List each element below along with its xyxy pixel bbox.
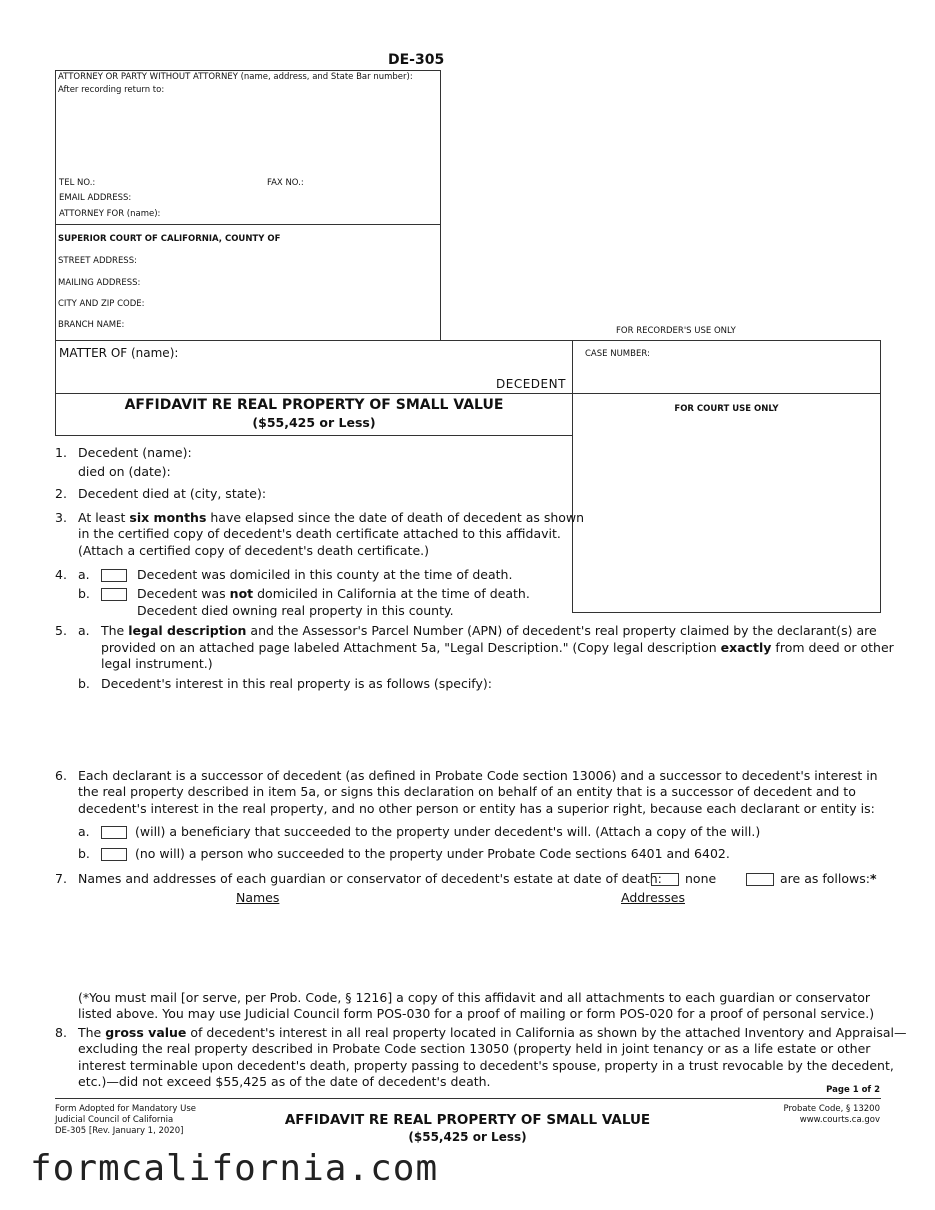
item-4b-line-2: Decedent died owning real property in this county. [137,603,454,618]
footer-right-2: www.courts.ca.gov [799,1115,880,1125]
footer-left-3: DE-305 [Rev. January 1, 2020] [55,1126,184,1136]
item-5b-text: Decedent's interest in this real property is as follows (specify): [101,676,492,691]
item-4a-text: Decedent was domiciled in this county at the time of death. [137,567,513,582]
item-8-line-1: The gross value of decedent's interest in all real property located in California as shown by the attached Inventory and Appraisal— [78,1025,907,1040]
item-8-num: 8. [55,1025,67,1040]
form-subtitle: ($55,425 or Less) [252,415,376,430]
recorder-use: FOR RECORDER'S USE ONLY [616,326,736,336]
item-6-num: 6. [55,768,67,783]
item-3-line-2: in the certified copy of decedent's death certificate attached to this affidavit. [78,526,561,541]
form-id: DE-305 [388,52,445,68]
decedent-label: DECEDENT [496,377,566,391]
footer-subtitle: ($55,425 or Less) [408,1130,527,1144]
item-8-line-4: etc.)—did not exceed $55,425 as of the date of decedent's death. [78,1074,491,1089]
item-8-line-2: excluding the real property described in Probate Code section 13050 (property held in joint tenancy or as a life estate or other [78,1041,871,1056]
item-6b-letter: b. [78,846,90,861]
died-at-label: Decedent died at (city, state): [78,486,267,501]
footer-title: AFFIDAVIT RE REAL PROPERTY OF SMALL VALUE [284,1112,651,1128]
item-7-note-line-2: listed above. You may use Judicial Council form POS-030 for a proof of mailing or form POS-020 for a proof of personal service.) [78,1006,875,1021]
item-7-follows-checkbox[interactable] [746,873,774,886]
item-7-num: 7. [55,871,67,886]
attorney-return: After recording return to: [58,85,165,95]
item-3-line-1: At least six months have elapsed since the date of death of decedent as shown [78,510,585,525]
footer-right-1: Probate Code, § 13200 [783,1104,880,1114]
item-6-line-1: Each declarant is a successor of decedent (as defined in Probate Code section 13006) and a successor to decedent's interest in [78,768,878,783]
item-6-line-3: decedent's interest in the real property, and no other person or entity has a superior right, because each declarant or entity is: [78,801,875,816]
item-5a-line-2: provided on an attached page labeled Attachment 5a, "Legal Description." (Copy legal description exactly from deed or other [101,640,894,655]
tel-label: TEL NO.: [59,178,96,188]
item-3-line-3: (Attach a certified copy of decedent's death certificate.) [78,543,430,558]
form-title: AFFIDAVIT RE REAL PROPERTY OF SMALL VALUE [124,397,504,413]
item-2-num: 2. [55,486,67,501]
item-6a-checkbox[interactable] [101,826,127,839]
item-6a-text: (will) a beneficiary that succeeded to the property under decedent's will. (Attach a copy of the will.) [135,824,761,839]
street-label: STREET ADDRESS: [58,256,137,266]
branch-label: BRANCH NAME: [58,320,125,330]
item-4b-text: Decedent was not domiciled in California at the time of death. [137,586,530,601]
matter-label: MATTER OF (name): [59,346,179,360]
fax-label: FAX NO.: [267,178,304,188]
died-on-label: died on (date): [78,464,171,479]
footer-right [783,1104,880,1126]
case-number-label: CASE NUMBER: [585,349,650,359]
court-use-label: FOR COURT USE ONLY [674,404,779,414]
decedent-name-label: Decedent (name): [78,445,192,460]
item-8-line-3: interest terminable upon decedent's death, property passing to decedent's spouse, property in a trust revocable by the decedent, [78,1058,894,1073]
email-label: EMAIL ADDRESS: [59,193,132,203]
item-7-note-line-1: (*You must mail [or serve, per Prob. Code, § 1216] a copy of this affidavit and all attachments to each guardian or conservator [78,990,871,1005]
item-4b-checkbox[interactable] [101,588,127,601]
item-3-num: 3. [55,510,67,525]
footer-left [55,1104,196,1137]
item-7-none-label: none [685,871,717,886]
mailing-label: MAILING ADDRESS: [58,278,141,288]
item-7-text: Names and addresses of each guardian or conservator of decedent's estate at date of death: [78,871,662,886]
addresses-heading: Addresses [621,890,685,905]
item-6a-letter: a. [78,824,90,839]
item-4a-letter: a. [78,567,90,582]
item-6b-checkbox[interactable] [101,848,127,861]
watermark: formcalifornia.com [30,1148,439,1189]
case-box [572,340,881,613]
item-5-num: 5. [55,623,67,638]
item-6-line-2: the real property described in item 5a, or signs this declaration on behalf of an entity that is a successor of decedent and to [78,784,856,799]
attorney-header: ATTORNEY OR PARTY WITHOUT ATTORNEY (name, address, and State Bar number): [58,72,413,82]
footer-left-1: Form Adopted for Mandatory Use [55,1104,196,1114]
page-number: Page 1 of 2 [826,1085,880,1095]
city-label: CITY AND ZIP CODE: [58,299,145,309]
item-4b-letter: b. [78,586,90,601]
item-4a-checkbox[interactable] [101,569,127,582]
item-5a-line-1: The legal description and the Assessor's Parcel Number (APN) of decedent's real property claimed by the declarant(s) are [101,623,877,638]
item-6b-text: (no will) a person who succeeded to the property under Probate Code sections 6401 and 6402. [135,846,730,861]
names-heading: Names [236,890,280,905]
item-7-follows-label: are as follows:* [780,871,877,886]
item-4-num: 4. [55,567,67,582]
item-5b-letter: b. [78,676,90,691]
attorney-for-label: ATTORNEY FOR (name): [59,209,161,219]
court-title: SUPERIOR COURT OF CALIFORNIA, COUNTY OF [58,234,281,244]
item-7-none-checkbox[interactable] [651,873,679,886]
footer-left-2: Judicial Council of California [55,1115,174,1125]
item-5a-line-3: legal instrument.) [101,656,213,671]
item-5a-letter: a. [78,623,90,638]
